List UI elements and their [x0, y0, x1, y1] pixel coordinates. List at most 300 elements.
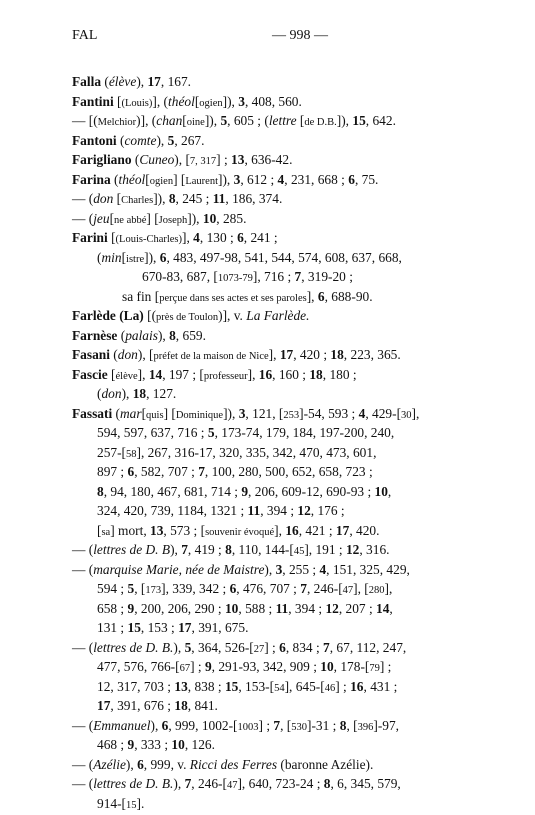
volume-or-headword: 8 — [169, 327, 176, 343]
editor-note: 58 — [126, 448, 137, 460]
entry-text: ], — [247, 366, 259, 382]
volume-or-headword: 12 — [345, 542, 360, 557]
entry-text: , 582, 707 ; — [134, 464, 199, 479]
volume-or-headword: 6 — [317, 288, 325, 304]
entry-text: ]-97, — [373, 717, 400, 733]
entry-text: 12, 317, 703 ; — [97, 678, 175, 694]
entry-text: ), — [173, 776, 185, 791]
index-line — [72, 306, 502, 326]
entry-text: ] [ — [146, 210, 159, 226]
entry-text: 670-83, 687, [ — [142, 269, 218, 284]
entry-text: , 207 ; — [338, 600, 377, 616]
index-line — [72, 209, 502, 229]
entry-text: , 394 ; — [260, 503, 298, 518]
index-line — [72, 72, 502, 92]
editor-note: 45 — [293, 546, 305, 557]
volume-or-headword: 10 — [171, 737, 185, 752]
entry-text: , [ — [280, 717, 292, 733]
entry-text: ] ; — [335, 678, 351, 694]
entry-text: — ( — [72, 756, 94, 772]
editor-note: Joseph — [158, 214, 188, 226]
entry-text: , 231, 668 ; — [284, 171, 349, 187]
entry-text: [ — [107, 366, 116, 382]
entry-text: , 173-74, 179, 184, 197-200, 240, — [214, 425, 395, 440]
entry-text: ], — [306, 288, 318, 304]
entry-text: , 419 ; — [187, 542, 226, 557]
entry-text: 594 ; — [97, 581, 128, 596]
entry-text: , 285. — [216, 210, 247, 226]
volume-or-headword: 11 — [275, 600, 289, 616]
entry-text: , 291-93, 342, 909 ; — [211, 659, 321, 674]
entry-text: [ — [107, 230, 116, 245]
volume-or-headword: 17 — [147, 74, 161, 89]
entry-text: , 394 ; — [288, 600, 326, 616]
index-line — [72, 345, 502, 365]
entry-text: ], 716 ; — [252, 269, 295, 284]
index-line — [72, 599, 502, 619]
volume-or-headword: Fascie — [72, 366, 108, 382]
volume-or-headword: 10 — [320, 659, 334, 674]
entry-text: , — [389, 600, 393, 616]
entry-text: , 180 ; — [322, 366, 357, 382]
volume-or-headword: 5 — [220, 113, 228, 128]
entry-text: , 429-[ — [365, 405, 402, 421]
entry-text: , 197 ; [ — [162, 366, 204, 382]
editor-note: 79 — [369, 663, 380, 674]
entry-text: , 612 ; — [240, 171, 278, 187]
volume-or-headword: 7 — [294, 269, 302, 284]
editor-note: sa — [101, 526, 111, 538]
volume-or-headword: Fasani — [72, 347, 110, 362]
italic-text: jeu — [93, 210, 110, 226]
volume-or-headword: 14 — [148, 366, 163, 382]
volume-or-headword: 10 — [224, 600, 239, 616]
entry-text: , 659. — [175, 327, 206, 343]
entry-text: )], v. — [218, 308, 247, 323]
entry-text: 477, 576, 766-[ — [97, 659, 180, 674]
entry-text: , 420 ; — [293, 347, 331, 362]
volume-or-headword: 16 — [285, 522, 299, 538]
volume-or-headword: 4 — [358, 405, 366, 421]
entry-text: , 642. — [365, 113, 396, 128]
entry-text: , 834 ; — [285, 639, 324, 655]
editor-note: 1073-79 — [217, 273, 253, 284]
entry-text: , 333 ; — [134, 737, 172, 752]
volume-or-headword: 9 — [204, 659, 212, 674]
entry-text: — ( — [72, 717, 94, 733]
entry-text: ( — [109, 347, 118, 362]
index-line — [72, 131, 502, 151]
entry-text: ( — [101, 74, 109, 89]
index-line — [72, 326, 502, 346]
entry-text: ] [ — [173, 171, 186, 187]
entry-text: , 110, 144-[ — [231, 542, 294, 557]
entry-text: ]), — [222, 93, 239, 109]
volume-or-headword: 3 — [238, 405, 246, 421]
running-head: FAL — [72, 28, 98, 43]
editor-note: 7, 317 — [189, 156, 217, 167]
entry-text: , 127. — [146, 386, 177, 401]
entry-text: 257-[ — [97, 444, 127, 460]
entry-text: [ — [296, 113, 305, 128]
editor-note: oine — [186, 117, 205, 128]
entry-text: , 999, 1002-[ — [168, 717, 238, 733]
volume-or-headword: 17 — [279, 347, 294, 362]
entry-text: [( — [143, 308, 157, 323]
entry-text: ], 339, 342 ; — [161, 581, 230, 596]
entry-text: , 75. — [354, 171, 379, 187]
entry-text: 131 ; — [97, 620, 128, 635]
entry-text: ( — [116, 132, 125, 148]
entry-text: — ( — [72, 210, 94, 226]
volume-or-headword: Farlède (La) — [72, 308, 144, 323]
index-line — [72, 696, 502, 716]
entry-text: ( — [97, 249, 102, 265]
editor-note: près de Toulon — [156, 312, 219, 323]
volume-or-headword: 15 — [127, 620, 141, 635]
italic-text: Ricci des Ferres — [189, 756, 278, 772]
entry-text: ], — [384, 581, 393, 596]
entry-text: [ — [121, 249, 127, 265]
entry-text: ]), — [153, 191, 169, 206]
italic-text: lettres de D. B. — [93, 776, 174, 791]
editor-note: ne abbé — [114, 214, 147, 226]
entry-text: ), — [173, 639, 185, 655]
volume-or-headword: 5 — [207, 425, 215, 440]
italic-text: marquise Marie, née de Maistre — [93, 561, 265, 577]
entry-text: ), — [136, 74, 148, 89]
editor-note: Laurent — [185, 175, 219, 187]
volume-or-headword: 7 — [198, 464, 205, 479]
volume-or-headword: 3 — [233, 171, 241, 187]
italic-text: comte — [124, 132, 157, 148]
italic-text: Emmanuel — [93, 717, 151, 733]
entry-text: , 391, 675. — [191, 620, 249, 635]
entry-text: )], ( — [136, 113, 157, 128]
editor-note: 280 — [368, 585, 385, 596]
editor-note: Melchior — [97, 117, 137, 128]
volume-or-headword: 6 — [237, 230, 244, 245]
entry-text: 914-[ — [97, 795, 127, 811]
editor-note: 27 — [253, 643, 265, 655]
volume-or-headword: 12 — [297, 503, 311, 518]
index-line — [72, 638, 502, 658]
entry-text: , 151, 325, 429, — [326, 561, 410, 577]
index-line — [72, 540, 502, 560]
entry-text: ], — [137, 366, 149, 382]
entry-text: , 178-[ — [333, 659, 370, 674]
volume-or-headword: 3 — [275, 561, 283, 577]
editor-note: 67 — [179, 663, 191, 674]
editor-note: 173 — [145, 585, 162, 596]
volume-or-headword: 8 — [339, 717, 347, 733]
editor-note: Charles — [121, 195, 154, 206]
entry-text: , 431 ; — [363, 678, 398, 694]
entry-text: , 6, 345, 579, — [330, 776, 401, 791]
entry-text: , 223, 365. — [343, 347, 401, 362]
volume-or-headword: 5 — [184, 639, 192, 655]
editor-note: 1003 — [237, 721, 259, 733]
entry-text: [ — [194, 93, 200, 109]
entry-text: , 573 ; [ — [163, 522, 206, 538]
volume-or-headword: 7 — [323, 639, 330, 655]
volume-or-headword: 16 — [258, 366, 273, 382]
entry-text: — [( — [72, 113, 98, 128]
volume-or-headword: 18 — [174, 698, 188, 713]
entry-text: , 420. — [349, 522, 380, 538]
volume-or-headword: 17 — [97, 698, 111, 713]
volume-or-headword: Fantini — [72, 93, 114, 109]
entry-text: ( — [97, 386, 102, 401]
index-line — [72, 618, 502, 638]
entry-text: ]), — [204, 113, 221, 128]
index-line — [72, 443, 502, 463]
volume-or-headword: 16 — [350, 678, 364, 694]
entry-text: , [ — [346, 717, 358, 733]
entry-text: , 100, 280, 500, 652, 658, 723 ; — [204, 464, 373, 479]
italic-text: élève — [108, 74, 137, 89]
volume-or-headword: 9 — [127, 600, 135, 616]
entry-text: ( — [117, 327, 126, 343]
volume-or-headword: 7 — [273, 717, 281, 733]
italic-text: don — [101, 386, 122, 401]
entry-text: [ — [182, 113, 187, 128]
volume-or-headword: Falla — [72, 74, 102, 89]
entry-text: , 391, 676 ; — [110, 698, 175, 713]
entry-text: — ( — [72, 542, 94, 557]
entry-text: ), — [156, 132, 168, 148]
volume-or-headword: 4 — [193, 230, 200, 245]
italic-text: lettres de D. B. — [93, 639, 174, 655]
entry-text: ], — [268, 347, 280, 362]
entry-text: , 267. — [174, 132, 205, 148]
entry-text: 468 ; — [97, 737, 128, 752]
entry-text: ), — [170, 542, 182, 557]
volume-or-headword: 6 — [279, 639, 286, 655]
volume-or-headword: 13 — [174, 678, 188, 694]
volume-or-headword: 8 — [323, 776, 331, 791]
entry-text: (baronne Azélie). — [277, 756, 374, 772]
volume-or-headword: 6 — [159, 249, 167, 265]
entry-text: ] ; — [379, 659, 392, 674]
volume-or-headword: 8 — [225, 542, 232, 557]
entry-text: ] ; — [190, 659, 205, 674]
entry-text: , 636-42. — [244, 152, 293, 167]
editor-note: de D.B. — [304, 117, 337, 128]
entry-text: , 476, 707 ; — [236, 581, 301, 596]
editor-note: (Louis) — [121, 97, 153, 109]
index-line — [72, 716, 502, 736]
entry-text: ] ; — [216, 152, 232, 167]
volume-or-headword: Fantoni — [72, 132, 117, 148]
volume-or-headword: 6 — [127, 464, 135, 479]
editor-note: perçue dans ses actes et ses paroles — [159, 292, 307, 304]
entry-text: ], ( — [152, 93, 169, 109]
volume-or-headword: 13 — [231, 152, 245, 167]
editor-note: préfet de la maison de Nice — [153, 351, 269, 362]
entry-text: , 160 ; — [272, 366, 310, 382]
editor-note: 46 — [324, 682, 336, 694]
entry-text: ], 191 ; — [304, 542, 346, 557]
volume-or-headword: 17 — [335, 522, 350, 538]
index-line — [72, 267, 502, 287]
entry-text: , 186, 374. — [225, 191, 283, 206]
entry-text: ]), — [144, 249, 160, 265]
entry-text: 658 ; — [97, 600, 128, 616]
entry-text: ], 640, 723-24 ; — [237, 776, 324, 791]
entry-text: , 200, 206, 290 ; — [134, 600, 225, 616]
editor-note: (Louis-Charles) — [115, 234, 183, 245]
entry-text: [ — [97, 522, 102, 538]
entry-text: ]-31 ; — [307, 717, 340, 733]
index-line — [72, 423, 502, 443]
volume-or-headword: 15 — [224, 678, 239, 694]
entry-text: ), — [157, 327, 170, 343]
volume-or-headword: 4 — [277, 171, 285, 187]
volume-or-headword: 6 — [161, 717, 169, 733]
page-number: — 998 — — [272, 28, 328, 43]
index-line — [72, 92, 502, 112]
editor-note: 30 — [401, 409, 412, 421]
italic-text: théol — [118, 171, 146, 187]
entry-text: [ — [109, 210, 115, 226]
italic-text: don — [117, 347, 138, 362]
volume-or-headword: 6 — [137, 756, 144, 772]
entry-text: ] [ — [163, 405, 176, 421]
volume-or-headword: 15 — [352, 113, 366, 128]
editor-note: 253 — [283, 409, 300, 421]
volume-or-headword: 6 — [229, 581, 237, 596]
volume-or-headword: 9 — [241, 483, 249, 499]
entry-text: , 483, 497-98, 541, 544, 574, 608, 637, 668, — [166, 249, 402, 265]
volume-or-headword: 13 — [150, 522, 164, 538]
entry-text: , 588 ; — [238, 600, 276, 616]
volume-or-headword: 4 — [319, 561, 327, 577]
editor-note: 396 — [357, 721, 374, 733]
page-header — [72, 28, 492, 46]
volume-or-headword: 5 — [167, 132, 175, 148]
entry-text: , 126. — [184, 737, 215, 752]
editor-note: 530 — [291, 721, 308, 733]
volume-or-headword: Farigliano — [72, 152, 132, 167]
index-line — [72, 111, 502, 131]
index-line — [72, 365, 502, 385]
editor-note: quis — [146, 409, 164, 421]
entry-text: ( — [112, 405, 120, 421]
entry-text: , 605 ; ( — [227, 113, 269, 128]
entry-text: , 319-20 ; — [301, 269, 353, 284]
volume-or-headword: 7 — [300, 581, 307, 596]
volume-or-headword: 7 — [181, 542, 188, 557]
entry-text: ]), — [336, 113, 353, 128]
entry-text: , 364, 526-[ — [191, 639, 254, 655]
volume-or-headword: 8 — [97, 483, 104, 499]
volume-or-headword: 10 — [374, 483, 388, 499]
entry-text: ]. — [136, 795, 145, 811]
entry-text: , 688-90. — [324, 288, 373, 304]
index-line — [72, 462, 502, 482]
editor-note: istre — [126, 253, 145, 265]
index-entries — [72, 72, 502, 813]
volume-or-headword: Farnèse — [72, 327, 118, 343]
volume-or-headword: 11 — [247, 503, 261, 518]
italic-text: don — [93, 191, 114, 206]
entry-text: [ — [113, 191, 122, 206]
entry-text: , 245 ; — [175, 191, 213, 206]
volume-or-headword: 18 — [330, 347, 344, 362]
entry-text: ), — [150, 717, 162, 733]
volume-or-headword: 14 — [376, 600, 390, 616]
index-line — [72, 170, 502, 190]
editor-note: élève — [115, 370, 138, 382]
entry-text: , 130 ; — [199, 230, 238, 245]
entry-text: — ( — [72, 191, 94, 206]
entry-text: ]), — [187, 210, 203, 226]
volume-or-headword: Farini — [72, 230, 108, 245]
entry-text: ], [ — [353, 581, 369, 596]
entry-text: 897 ; — [97, 464, 128, 479]
entry-text: ]-54, 593 ; — [299, 405, 359, 421]
index-line — [72, 228, 502, 248]
volume-or-headword: 3 — [238, 93, 245, 109]
entry-text: , 167. — [160, 74, 192, 89]
entry-text: ] ; — [264, 639, 280, 655]
entry-text: , 67, 112, 247, — [329, 639, 407, 655]
entry-text: [ — [113, 93, 122, 109]
volume-or-headword: 18 — [132, 386, 147, 401]
italic-text: Cuneo — [139, 152, 175, 167]
entry-text: ), — [121, 386, 133, 401]
italic-text: théol — [168, 93, 195, 109]
entry-text: 594, 597, 637, 716 ; — [97, 425, 208, 440]
editor-note: souvenir évoqué — [205, 526, 275, 538]
index-line — [72, 482, 502, 502]
index-line — [72, 404, 502, 424]
entry-text: , 838 ; — [187, 678, 225, 694]
volume-or-headword: Fassati — [72, 405, 113, 421]
entry-text: , 421 ; — [298, 522, 336, 538]
entry-text: — ( — [72, 561, 94, 577]
entry-text: ), [ — [174, 152, 190, 167]
entry-text: [ — [141, 405, 147, 421]
editor-note: ogien — [149, 175, 174, 187]
entry-text: ], — [274, 522, 286, 538]
entry-text: , 255 ; — [282, 561, 320, 577]
volume-or-headword: 8 — [168, 191, 176, 206]
entry-text: , 999, v. — [143, 756, 190, 772]
entry-text: ), — [125, 756, 138, 772]
entry-text: ], 267, 316-17, 320, 335, 342, 470, 473, 601, — [136, 444, 377, 460]
volume-or-headword: Farina — [72, 171, 111, 187]
volume-or-headword: 17 — [178, 620, 192, 635]
entry-text: , 121, [ — [245, 405, 284, 421]
entry-text: ]), — [223, 405, 239, 421]
entry-text: ] mort, — [110, 522, 151, 538]
index-line — [72, 579, 502, 599]
italic-text: lettre — [268, 113, 297, 128]
index-line — [72, 287, 502, 307]
entry-text: ( — [131, 152, 140, 167]
index-line — [72, 677, 502, 697]
editor-note: 54 — [274, 682, 285, 694]
entry-text: , 153-[ — [238, 678, 275, 694]
entry-text: ]), — [218, 171, 234, 187]
editor-note: 47 — [342, 585, 354, 596]
entry-text: ], — [182, 230, 194, 245]
entry-text: , [ — [134, 581, 146, 596]
index-line — [72, 794, 502, 814]
volume-or-headword: 6 — [348, 171, 355, 187]
